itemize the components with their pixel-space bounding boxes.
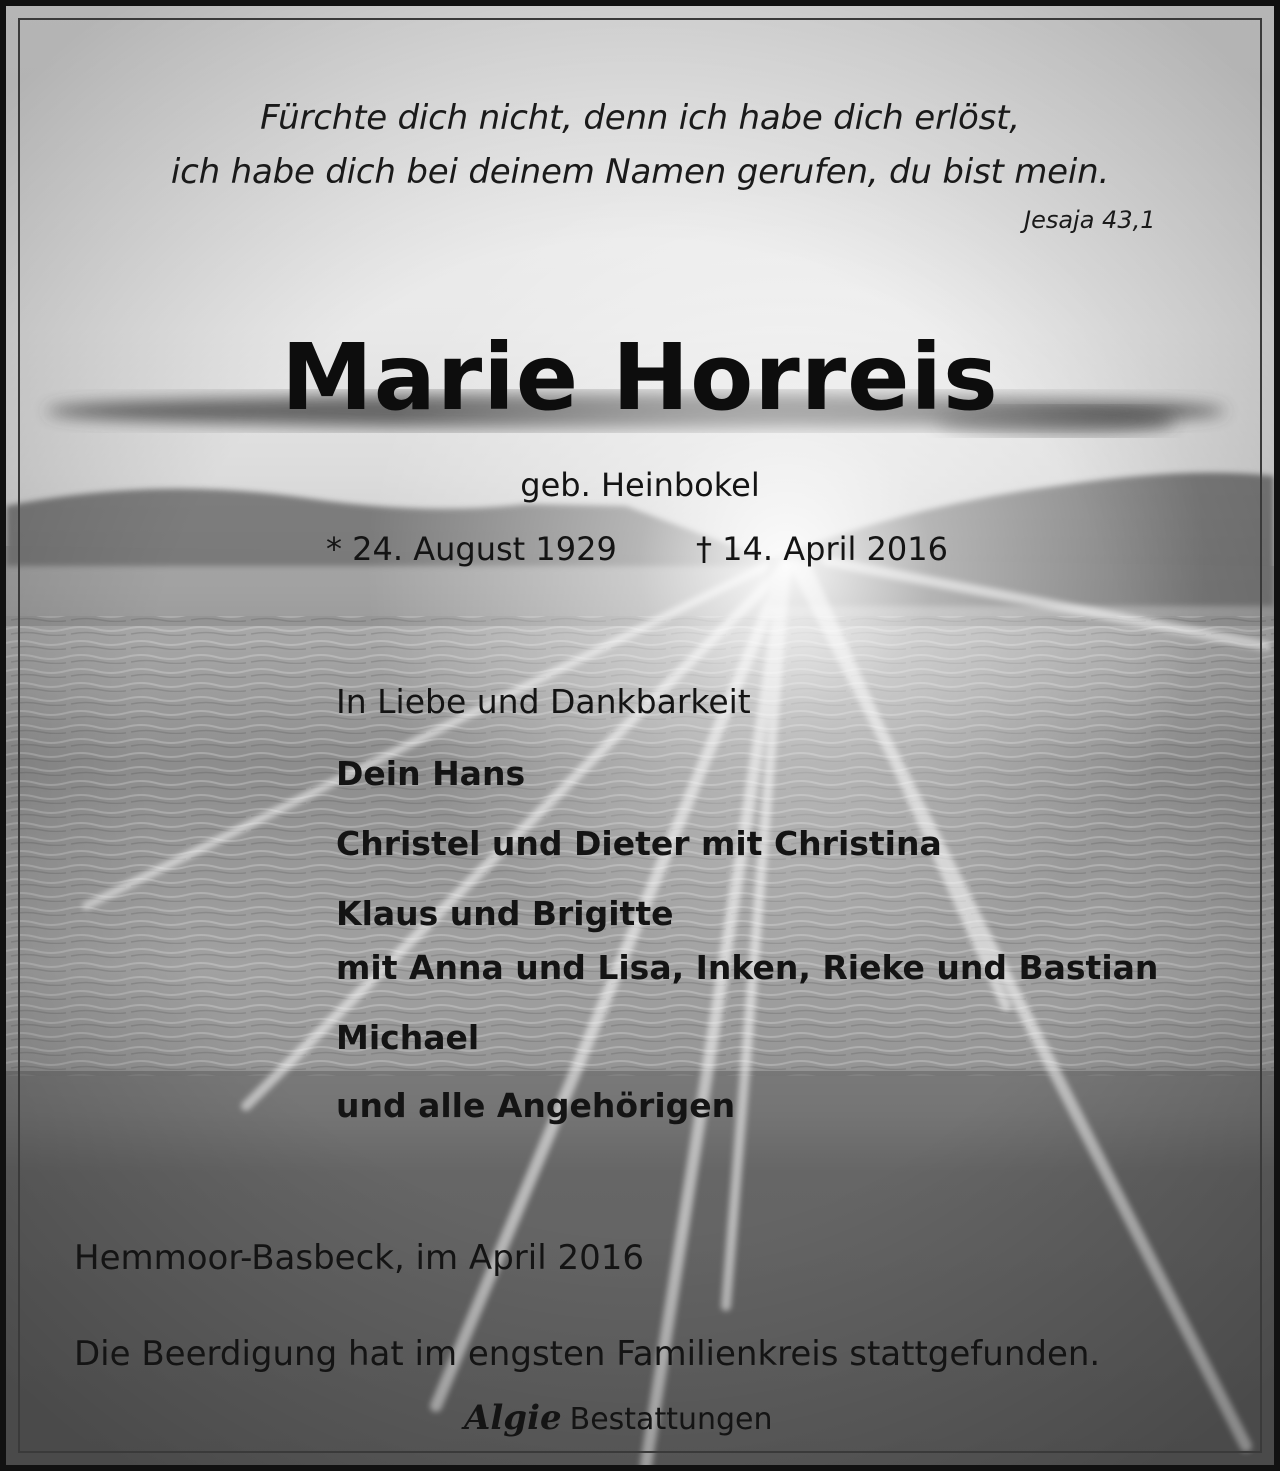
undertaker-credit bbox=[464, 1398, 773, 1438]
funeral-note: Die Beerdigung hat im engsten Familienkreis stattgefunden. bbox=[74, 1334, 1101, 1374]
mourner-line: Klaus und Brigitte bbox=[336, 894, 674, 933]
birth-name: geb. Heinbokel bbox=[520, 466, 760, 504]
undertaker-logo: Algie bbox=[464, 1398, 562, 1438]
birth-date: * 24. August 1929 bbox=[326, 530, 617, 568]
mourner-line: Dein Hans bbox=[336, 754, 526, 793]
undertaker-label: Bestattungen bbox=[569, 1402, 773, 1437]
verse-line-2: ich habe dich bei deinem Namen gerufen, du bist mein. bbox=[170, 152, 1110, 192]
mourner-line: und alle Angehörigen bbox=[336, 1086, 736, 1125]
mourner-line: Michael bbox=[336, 1018, 480, 1057]
verse-source: Jesaja 43,1 bbox=[1024, 206, 1156, 234]
place-date: Hemmoor-Basbeck, im April 2016 bbox=[74, 1238, 644, 1278]
deceased-name: Marie Horreis bbox=[281, 324, 999, 431]
mourner-line: mit Anna und Lisa, Inken, Rieke und Bastian bbox=[336, 948, 1159, 987]
mourners-intro: In Liebe und Dankbarkeit bbox=[336, 682, 751, 721]
death-date: † 14. April 2016 bbox=[696, 530, 948, 568]
verse-line-1: Fürchte dich nicht, denn ich habe dich erlöst, bbox=[260, 98, 1020, 138]
mourner-line: Christel und Dieter mit Christina bbox=[336, 824, 942, 863]
